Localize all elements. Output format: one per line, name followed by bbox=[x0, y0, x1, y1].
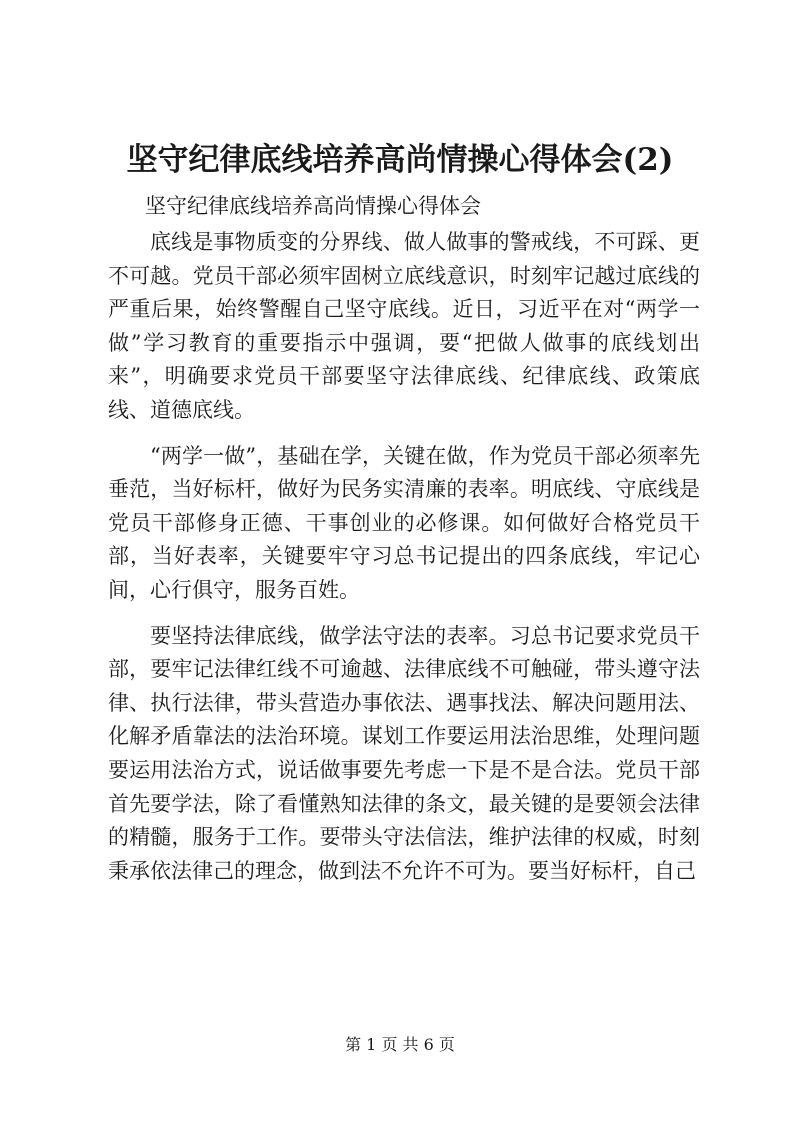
document-title: 坚守纪律底线培养高尚情操心得体会(2) bbox=[126, 142, 674, 178]
paragraph: 要坚持法律底线，做学法守法的表率。习总书记要求党员干部，要牢记法律红线不可逾越、法律底线不可触碰，带头遵守法律、执行法律，带头营造办事依法、遇事找法、解决问题用法、化解矛盾靠法的法治环境。谋划工作要运用法治思维，处理问题要运用法治方式，说话做事要先考虑一下是不是合法。党员干部首先要学法，除了看懂熟知法律的条文，最关键的是要领会法律的精髓，服务于工作。要带头守法信法，维护法律的权威，时刻秉承依法律己的理念，做到法不允许不可为。要当好标杆，自己 bbox=[108, 623, 700, 883]
document-subtitle: 坚守纪律底线培养高尚情操心得体会 bbox=[145, 194, 481, 218]
paragraph: “两学一做”，基础在学，关键在做，作为党员干部必须率先垂范，当好标杆，做好为民务实清廉的表率。明底线、守底线是党员干部修身正德、干事创业的必修课。如何做好合格党员干部，当好表率，关键要牢守习总书记提出的四条底线，牢记心间，心行俱守，服务百姓。 bbox=[108, 443, 700, 602]
paragraph: 底线是事物质变的分界线、做人做事的警戒线，不可踩、更不可越。党员干部必须牢固树立底线意识，时刻牢记越过底线的严重后果，始终警醒自己坚守底线。近日，习近平在对“两学一做”学习教育的重要指示中强调，要“把做人做事的底线划出来”，明确要求党员干部要坚守法律底线、纪律底线、政策底线、道德底线。 bbox=[108, 230, 700, 422]
page-number-footer: 第 1 页 共 6 页 bbox=[345, 1035, 455, 1054]
document-body bbox=[108, 226, 700, 900]
